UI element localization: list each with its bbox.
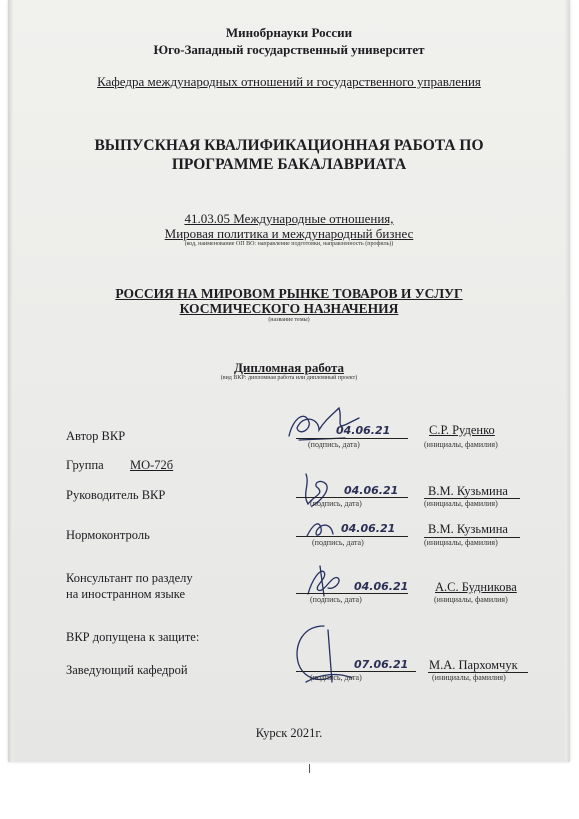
supervisor-signature-line <box>296 497 408 498</box>
head-name-caption: (инициалы, фамилия) <box>432 673 506 682</box>
page-edge-right <box>565 0 570 762</box>
supervisor-name: В.М. Кузьмина <box>428 484 508 498</box>
author-date: 04.06.21 <box>336 424 391 437</box>
normcontrol-date: 04.06.21 <box>341 522 396 535</box>
work-title-line2: ПРОГРАММЕ БАКАЛАВРИАТА <box>171 156 407 173</box>
page-number-mark <box>309 764 310 773</box>
consultant-date: 04.06.21 <box>354 580 409 593</box>
city-year: Курск 2021г. <box>255 726 323 740</box>
supervisor-date: 04.06.21 <box>344 484 399 497</box>
supervisor-label: Руководитель ВКР <box>66 488 166 502</box>
head-sign-caption: (подпись, дата) <box>310 673 362 682</box>
author-sign-caption: (подпись, дата) <box>308 440 360 449</box>
consultant-name-caption: (инициалы, фамилия) <box>434 595 508 604</box>
head-date: 07.06.21 <box>354 658 409 671</box>
program-profile: Мировая политика и международный бизнес <box>164 226 414 241</box>
normcontrol-label: Нормоконтроль <box>66 528 150 542</box>
head-signature-line <box>296 671 416 672</box>
consultant-label-line2: на иностранном языке <box>66 587 186 601</box>
work-type-caption: (вид ВКР: дипломная работа или дипломный проект) <box>220 375 358 381</box>
topic-line2: КОСМИЧЕСКОГО НАЗНАЧЕНИЯ <box>179 301 399 316</box>
topic-caption: (название темы) <box>268 317 310 323</box>
supervisor-name-line <box>424 498 520 499</box>
supervisor-sign-caption: (подпись, дата) <box>310 499 362 508</box>
head-name-line <box>428 672 528 673</box>
consultant-signature-line <box>296 593 408 594</box>
topic-line1: РОССИЯ НА МИРОВОМ РЫНКЕ ТОВАРОВ И УСЛУГ <box>115 286 463 301</box>
ministry-name: Минобрнауки России <box>225 25 353 40</box>
university-name: Юго-Западный государственный университет <box>153 42 425 57</box>
program-caption: (код, наименование ОП ВО: направление подготовки, направленность (профиль)) <box>184 241 394 247</box>
normcontrol-name-line <box>424 537 520 538</box>
normcontrol-name: В.М. Кузьмина <box>428 522 508 536</box>
author-name: С.Р. Руденко <box>429 423 495 437</box>
group-label: Группа <box>66 458 104 472</box>
work-title-line1: ВЫПУСКНАЯ КВАЛИФИКАЦИОННАЯ РАБОТА ПО <box>94 137 484 154</box>
supervisor-name-caption: (инициалы, фамилия) <box>424 499 498 508</box>
head-name: М.А. Пархомчук <box>429 658 518 672</box>
consultant-label-line1: Консультант по разделу <box>66 571 193 585</box>
document-page <box>8 0 570 762</box>
consultant-signature-icon <box>298 560 358 600</box>
work-type: Дипломная работа <box>233 360 345 375</box>
normcontrol-signature-line <box>296 536 408 537</box>
group-value: МО-72б <box>130 458 174 472</box>
consultant-name: А.С. Будникова <box>435 580 517 594</box>
department-name: Кафедра международных отношений и государственного управления <box>97 74 481 89</box>
consultant-sign-caption: (подпись, дата) <box>310 595 362 604</box>
head-label: Заведующий кафедрой <box>66 663 188 677</box>
admitted-label: ВКР допущена к защите: <box>66 630 200 644</box>
author-signature-line <box>296 438 408 439</box>
program-code: 41.03.05 Международные отношения, <box>184 211 394 226</box>
normcontrol-name-caption: (инициалы, фамилия) <box>424 538 498 547</box>
author-name-caption: (инициалы, фамилия) <box>424 440 498 449</box>
normcontrol-sign-caption: (подпись, дата) <box>312 538 364 547</box>
page-edge-left <box>8 0 13 762</box>
author-label: Автор ВКР <box>66 429 126 443</box>
